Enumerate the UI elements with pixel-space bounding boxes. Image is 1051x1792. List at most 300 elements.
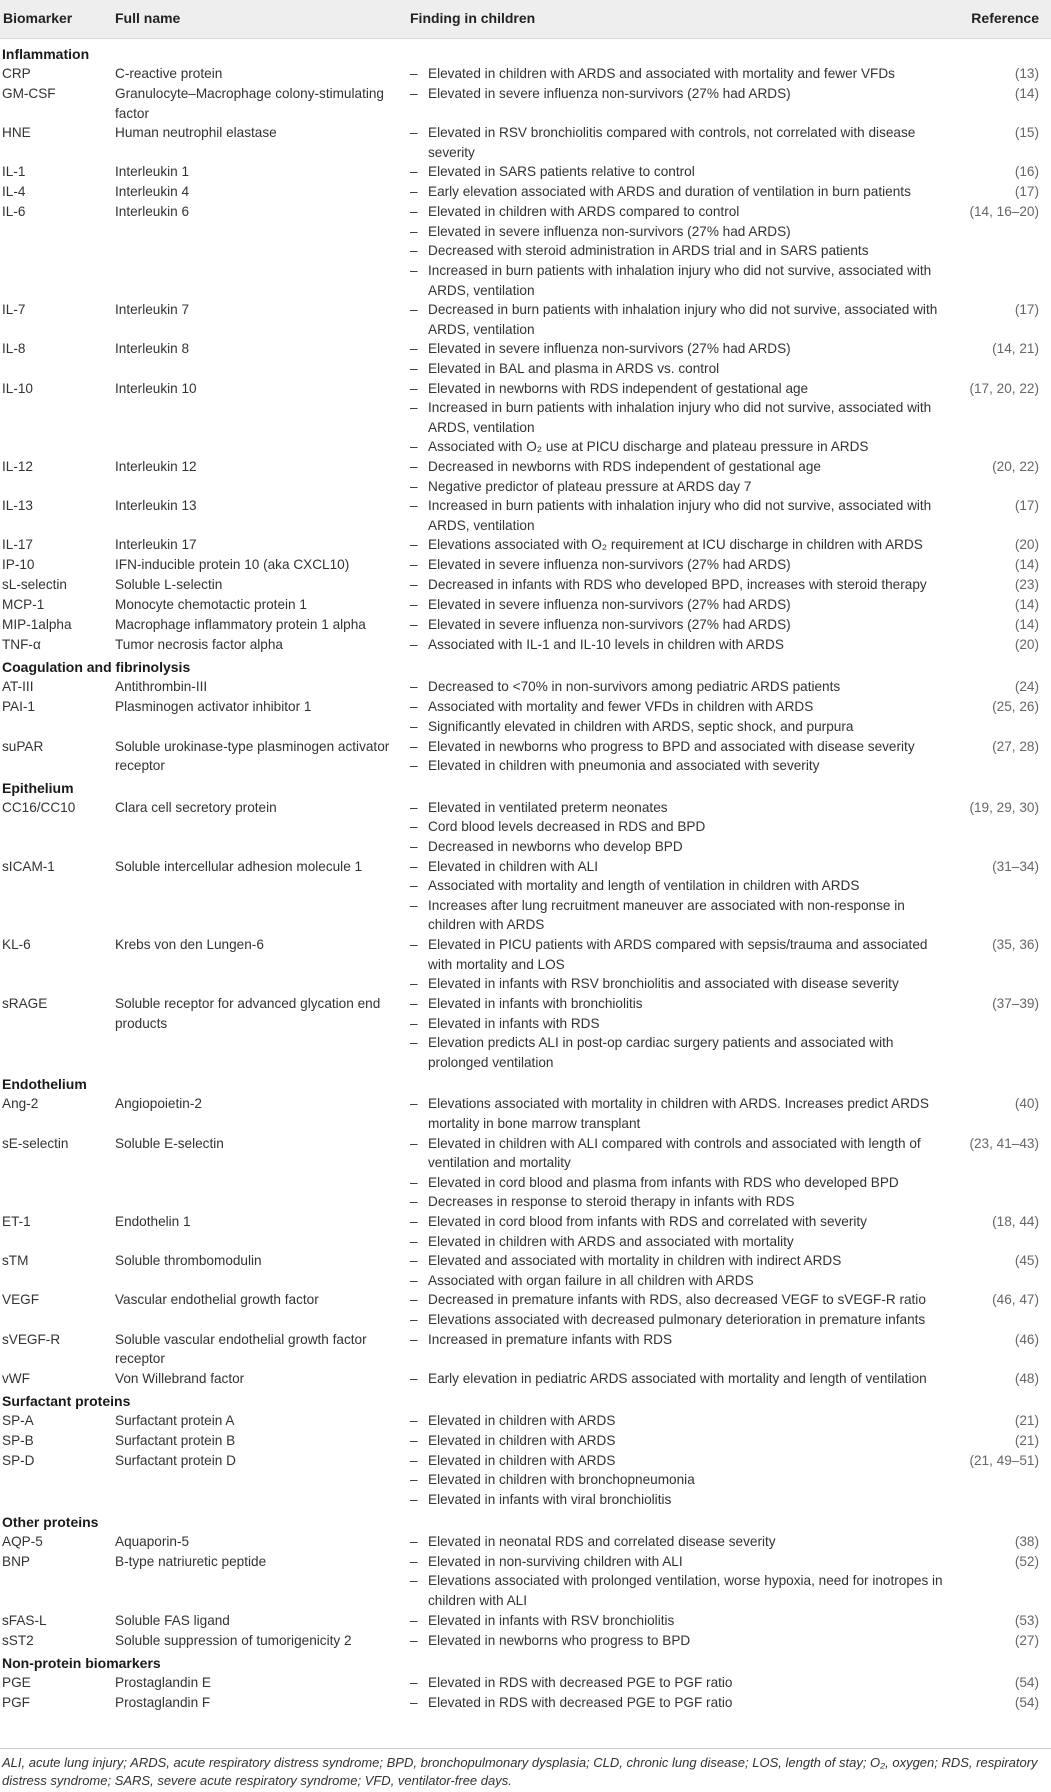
finding-item [410, 398, 955, 437]
table-footnote: ALI, acute lung injury; ARDS, acute respiratory distress syndrome; BPD, bronchopulmonary dysplasia; CLD, chronic lung disease; LOS, length of stay; O₂, oxygen; RDS, respiratory distress syndrome; SARS, severe acute respiratory syndrome; VFD, ventilator-free days. [2, 1755, 1038, 1788]
finding-text: Elevated in children with ARDS and associated with mortality [428, 1233, 794, 1249]
biomarker-cell: BNP [2, 1553, 30, 1569]
full-name-cell: Interleukin 7 [115, 302, 190, 318]
reference-cell: (17) [1014, 498, 1039, 514]
table-row [0, 1094, 1051, 1133]
reference-cell: (21) [1014, 1412, 1039, 1428]
dash-marker: – [410, 758, 418, 774]
full-name-cell: Endothelin 1 [115, 1214, 191, 1229]
finding-item [410, 457, 955, 477]
reference-cell: (20, 22) [992, 458, 1039, 474]
finding-cell [410, 84, 955, 104]
dash-marker: – [410, 1370, 418, 1386]
finding-cell [410, 202, 955, 300]
biomarker-cell: CC16/CC10 [2, 799, 76, 815]
reference-cell: (23, 41–43) [969, 1135, 1039, 1151]
biomarker-cell: MIP-1alpha [2, 617, 72, 633]
finding-text: Elevated in newborns who progress to BPD and associated with disease severity [428, 738, 915, 754]
finding-item [410, 123, 955, 162]
finding-text: Elevated in PICU patients with ARDS compared with sepsis/trauma and associated with mortality and LOS [428, 937, 928, 972]
dash-marker: – [410, 1472, 418, 1488]
reference-cell: (14) [1014, 557, 1039, 573]
finding-text: Early elevation associated with ARDS and duration of ventilation in burn patients [428, 184, 911, 200]
full-name-cell: Surfactant protein A [115, 1412, 235, 1428]
full-name-cell: Interleukin 10 [115, 380, 197, 396]
dash-marker: – [410, 1292, 418, 1308]
biomarker-cell: CRP [2, 66, 31, 81]
finding-item [410, 1490, 955, 1510]
table-row [0, 798, 1051, 857]
finding-item [410, 379, 955, 399]
finding-cell [410, 935, 955, 994]
header-biomarker: Biomarker [3, 10, 73, 26]
table-body [0, 42, 1051, 1713]
table-row [0, 1411, 1051, 1431]
finding-item [410, 1631, 955, 1651]
finding-item [410, 1330, 955, 1350]
finding-cell [410, 1411, 955, 1431]
table-row [0, 737, 1051, 776]
finding-text: Elevated in cord blood from infants with RDS and correlated with severity [428, 1214, 867, 1229]
biomarker-cell: SP-B [2, 1432, 34, 1448]
dash-marker: – [410, 1573, 418, 1589]
finding-item [410, 64, 955, 84]
reference-cell: (27) [1014, 1632, 1039, 1648]
section-title: Epithelium [2, 779, 74, 796]
dash-marker: – [410, 1412, 418, 1428]
table-row [0, 123, 1051, 162]
finding-item [410, 477, 955, 497]
finding-text: Decreases in response to steroid therapy in infants with RDS [428, 1194, 795, 1210]
finding-item [410, 339, 955, 359]
finding-cell [410, 1134, 955, 1212]
table-header [0, 0, 1051, 39]
reference-cell: (14) [1014, 617, 1039, 633]
full-name-cell: Granulocyte–Macrophage colony-stimulating factor [115, 86, 384, 121]
finding-text: Elevated in children with ARDS and associated with mortality and fewer VFDs [428, 66, 895, 81]
finding-item [410, 756, 955, 776]
finding-item [410, 1232, 955, 1252]
biomarker-cell: AQP-5 [2, 1533, 43, 1549]
finding-text: Elevated in RSV bronchiolitis compared with controls, not correlated with disease severity [428, 125, 916, 160]
reference-cell: (15) [1014, 125, 1039, 140]
biomarker-cell: IL-13 [2, 498, 33, 514]
dash-marker: – [410, 617, 418, 633]
table-row [0, 1552, 1051, 1611]
dash-marker: – [410, 478, 418, 494]
reference-cell: (20) [1014, 637, 1039, 653]
full-name-cell: Soluble intercellular adhesion molecule 1 [115, 858, 363, 874]
finding-text: Increased in premature infants with RDS [428, 1331, 673, 1347]
table-row [0, 535, 1051, 555]
dash-marker: – [410, 577, 418, 593]
table-row [0, 84, 1051, 123]
biomarker-cell: Ang-2 [2, 1096, 39, 1112]
dash-marker: – [410, 1632, 418, 1648]
reference-cell: (31–34) [992, 858, 1039, 874]
biomarker-cell: vWF [2, 1370, 30, 1386]
full-name-cell: Krebs von den Lungen-6 [115, 937, 264, 953]
finding-text: Elevated and associated with mortality in children with indirect ARDS [428, 1253, 842, 1269]
finding-item [410, 1310, 955, 1330]
reference-cell: (19, 29, 30) [969, 799, 1039, 815]
full-name-cell: Soluble suppression of tumorigenicity 2 [115, 1632, 352, 1648]
reference-cell: (46, 47) [992, 1292, 1039, 1308]
finding-item [410, 162, 955, 182]
reference-cell: (52) [1014, 1553, 1039, 1569]
biomarker-cell: GM-CSF [2, 86, 56, 101]
reference-cell: (14, 21) [992, 341, 1039, 357]
table-row [0, 1290, 1051, 1329]
finding-cell [410, 994, 955, 1072]
table-row [0, 162, 1051, 182]
reference-cell: (24) [1014, 679, 1039, 695]
full-name-cell: Tumor necrosis factor alpha [115, 637, 283, 653]
finding-item [410, 1470, 955, 1490]
finding-cell [410, 595, 955, 615]
full-name-cell: Soluble receptor for advanced glycation end products [115, 996, 381, 1031]
finding-item [410, 1673, 955, 1693]
reference-cell: (48) [1014, 1370, 1039, 1386]
finding-text: Decreased in newborns who develop BPD [428, 838, 683, 854]
finding-text: Increased in burn patients with inhalation injury who did not survive, associated with ARDS, ventilation [428, 498, 932, 533]
finding-text: Elevated in neonatal RDS and correlated disease severity [428, 1533, 776, 1549]
dash-marker: – [410, 597, 418, 613]
table-row [0, 64, 1051, 84]
finding-cell [410, 677, 955, 697]
dash-marker: – [410, 1452, 418, 1468]
finding-cell [410, 737, 955, 776]
dash-marker: – [410, 557, 418, 573]
finding-item [410, 737, 955, 757]
dash-marker: – [410, 380, 418, 396]
biomarker-cell: MCP-1 [2, 597, 45, 613]
finding-text: Elevated in newborns with RDS independent of gestational age [428, 380, 809, 396]
finding-item [410, 1014, 955, 1034]
table-row [0, 1532, 1051, 1552]
biomarker-cell: sRAGE [2, 996, 48, 1012]
finding-item [410, 300, 955, 339]
finding-item [410, 935, 955, 974]
finding-item [410, 1212, 955, 1232]
biomarker-cell: IL-4 [2, 184, 26, 200]
reference-cell: (54) [1014, 1694, 1039, 1710]
finding-text: Decreased to <70% in non-survivors among pediatric ARDS patients [428, 679, 841, 695]
reference-cell: (18, 44) [992, 1214, 1039, 1229]
biomarker-cell: PGF [2, 1694, 30, 1710]
finding-item [410, 1532, 955, 1552]
table-row [0, 300, 1051, 339]
finding-text: Elevated in severe influenza non-survivors (27% had ARDS) [428, 223, 791, 239]
finding-item [410, 876, 955, 896]
finding-cell [410, 1693, 955, 1713]
finding-cell [410, 496, 955, 535]
dash-marker: – [410, 1272, 418, 1288]
section-title: Other proteins [2, 1513, 99, 1530]
table-row [0, 1251, 1051, 1290]
dash-marker: – [410, 1015, 418, 1031]
dash-marker: – [410, 262, 418, 278]
finding-text: Elevated in children with ALI compared with controls and associated with length of ventilation and mortality [428, 1135, 921, 1171]
biomarker-cell: IL-17 [2, 537, 33, 553]
finding-text: Elevated in RDS with decreased PGE to PGF ratio [428, 1694, 733, 1710]
table-row [0, 1673, 1051, 1693]
table-row [0, 555, 1051, 575]
full-name-cell: Clara cell secretory protein [115, 799, 277, 815]
finding-item [410, 182, 955, 202]
finding-item [410, 1251, 955, 1271]
dash-marker: – [410, 878, 418, 894]
finding-cell [410, 798, 955, 857]
finding-cell [410, 575, 955, 595]
finding-text: Negative predictor of plateau pressure at ARDS day 7 [428, 478, 752, 494]
finding-item [410, 241, 955, 261]
finding-text: Elevated in RDS with decreased PGE to PGF ratio [428, 1674, 733, 1690]
full-name-cell: Prostaglandin E [115, 1674, 211, 1690]
finding-cell [410, 64, 955, 84]
biomarker-cell: sFAS-L [2, 1612, 47, 1628]
finding-item [410, 697, 955, 717]
reference-cell: (25, 26) [992, 699, 1039, 715]
dash-marker: – [410, 1311, 418, 1327]
finding-cell [410, 1330, 955, 1350]
reference-cell: (20) [1014, 537, 1039, 553]
finding-item [410, 1411, 955, 1431]
dash-marker: – [410, 1533, 418, 1549]
finding-cell [410, 457, 955, 496]
reference-cell: (16) [1014, 164, 1039, 180]
table-row [0, 339, 1051, 378]
finding-item [410, 1451, 955, 1471]
reference-cell: (21) [1014, 1432, 1039, 1448]
table-row [0, 496, 1051, 535]
full-name-cell: Interleukin 17 [115, 537, 197, 553]
dash-marker: – [410, 1135, 418, 1151]
biomarker-cell: IP-10 [2, 557, 35, 573]
dash-marker: – [410, 341, 418, 357]
finding-cell [410, 1673, 955, 1693]
finding-item [410, 535, 955, 555]
finding-text: Associated with mortality and fewer VFDs in children with ARDS [428, 699, 814, 715]
dash-marker: – [410, 897, 418, 913]
dash-marker: – [410, 184, 418, 200]
full-name-cell: Interleukin 8 [115, 341, 190, 357]
finding-item [410, 1271, 955, 1291]
finding-text: Elevations associated with mortality in children with ARDS. Increases predict ARDS mortality in bone marrow transplant [428, 1096, 929, 1132]
finding-text: Cord blood levels decreased in RDS and BPD [428, 819, 706, 835]
finding-item [410, 222, 955, 242]
finding-text: Decreased in infants with RDS who developed BPD, increases with steroid therapy [428, 577, 927, 593]
dash-marker: – [410, 996, 418, 1012]
dash-marker: – [410, 976, 418, 992]
reference-cell: (14, 16–20) [969, 204, 1039, 220]
finding-text: Significantly elevated in children with ARDS, septic shock, and purpura [428, 718, 854, 734]
finding-item [410, 1094, 955, 1133]
full-name-cell: Antithrombin-III [115, 679, 208, 695]
finding-cell [410, 1611, 955, 1631]
finding-cell [410, 123, 955, 162]
biomarker-cell: IL-6 [2, 204, 26, 220]
finding-cell [410, 300, 955, 339]
dash-marker: – [410, 799, 418, 815]
finding-item [410, 635, 955, 655]
finding-cell [410, 555, 955, 575]
finding-text: Associated with IL-1 and IL-10 levels in children with ARDS [428, 637, 784, 653]
dash-marker: – [410, 86, 418, 101]
section-title: Inflammation [2, 46, 90, 62]
finding-text: Elevated in cord blood and plasma from infants with RDS who developed BPD [428, 1174, 899, 1190]
reference-cell: (13) [1014, 66, 1039, 81]
finding-text: Elevated in severe influenza non-survivors (27% had ARDS) [428, 597, 791, 613]
biomarker-cell: sICAM-1 [2, 858, 55, 874]
finding-item [410, 857, 955, 877]
table-row [0, 677, 1051, 697]
dash-marker: – [410, 738, 418, 754]
reference-cell: (21, 49–51) [969, 1452, 1039, 1468]
finding-cell [410, 535, 955, 555]
finding-cell [410, 697, 955, 736]
dash-marker: – [410, 819, 418, 835]
finding-cell [410, 1251, 955, 1290]
finding-item [410, 1173, 955, 1193]
biomarker-cell: IL-7 [2, 302, 26, 318]
full-name-cell: Soluble vascular endothelial growth factor receptor [115, 1331, 367, 1367]
biomarker-cell: VEGF [2, 1292, 40, 1308]
full-name-cell: Interleukin 1 [115, 164, 190, 180]
section-title: Endothelium [2, 1076, 87, 1093]
finding-text: Elevated in SARS patients relative to control [428, 164, 695, 180]
table-row [0, 457, 1051, 496]
finding-text: Elevations associated with O₂ requirement at ICU discharge in children with ARDS [428, 537, 923, 553]
finding-text: Elevated in non-surviving children with ALI [428, 1553, 683, 1569]
finding-item [410, 595, 955, 615]
biomarker-cell: SP-D [2, 1452, 35, 1468]
reference-cell: (46) [1014, 1331, 1039, 1347]
full-name-cell: Monocyte chemotactic protein 1 [115, 597, 307, 613]
full-name-cell: Angiopoietin-2 [115, 1096, 202, 1112]
table-row [0, 1134, 1051, 1212]
finding-cell [410, 339, 955, 378]
finding-text: Elevated in severe influenza non-survivors (27% had ARDS) [428, 341, 791, 357]
finding-text: Decreased in burn patients with inhalation injury who did not survive, associated with ARDS, ventilation [428, 302, 938, 337]
full-name-cell: Interleukin 4 [115, 184, 190, 200]
finding-text: Elevated in severe influenza non-survivors (27% had ARDS) [428, 86, 791, 101]
dash-marker: – [410, 699, 418, 715]
dash-marker: – [410, 204, 418, 220]
full-name-cell: Soluble thrombomodulin [115, 1253, 262, 1269]
finding-text: Elevated in newborns who progress to BPD [428, 1632, 691, 1648]
finding-text: Elevated in severe influenza non-survivors (27% had ARDS) [428, 617, 791, 633]
dash-marker: – [410, 858, 418, 874]
finding-text: Elevated in severe influenza non-survivors (27% had ARDS) [428, 557, 791, 573]
biomarker-cell: sL-selectin [2, 577, 67, 593]
reference-cell: (17) [1014, 302, 1039, 318]
dash-marker: – [410, 1096, 418, 1112]
finding-text: Elevated in children with pneumonia and associated with severity [428, 758, 820, 774]
table-row [0, 994, 1051, 1072]
finding-cell [410, 1369, 955, 1389]
section-title: Coagulation and fibrinolysis [2, 659, 191, 676]
dash-marker: – [410, 1174, 418, 1190]
biomarker-cell: SP-A [2, 1412, 34, 1428]
biomarker-cell: PAI-1 [2, 699, 35, 715]
dash-marker: – [410, 537, 418, 553]
dash-marker: – [410, 679, 418, 695]
full-name-cell: Interleukin 12 [115, 458, 197, 474]
finding-item [410, 974, 955, 994]
biomarker-cell: ET-1 [2, 1214, 31, 1229]
finding-cell [410, 1532, 955, 1552]
biomarker-cell: IL-8 [2, 341, 26, 357]
finding-text: Decreased in premature infants with RDS, also decreased VEGF to sVEGF-R ratio [428, 1292, 926, 1308]
dash-marker: – [410, 1694, 418, 1710]
table-row [0, 379, 1051, 457]
dash-marker: – [410, 400, 418, 416]
dash-marker: – [410, 1233, 418, 1249]
finding-text: Elevated in ventilated preterm neonates [428, 799, 668, 815]
reference-cell: (53) [1014, 1612, 1039, 1628]
finding-item [410, 1693, 955, 1713]
finding-text: Elevations associated with prolonged ventilation, worse hypoxia, need for inotropes in children with ALI [428, 1573, 943, 1608]
full-name-cell: Von Willebrand factor [115, 1370, 245, 1386]
finding-text: Elevated in infants with RSV bronchiolitis and associated with disease severity [428, 976, 899, 992]
dash-marker: – [410, 718, 418, 734]
finding-text: Elevated in BAL and plasma in ARDS vs. control [428, 360, 720, 376]
biomarker-cell: HNE [2, 125, 31, 140]
header-full-name: Full name [115, 10, 181, 26]
biomarker-cell: suPAR [2, 738, 44, 754]
biomarker-cell: sVEGF-R [2, 1331, 61, 1347]
full-name-cell: Vascular endothelial growth factor [115, 1292, 319, 1308]
full-name-cell: Prostaglandin F [115, 1694, 211, 1710]
header-reference: Reference [971, 10, 1039, 26]
reference-cell: (14) [1014, 597, 1039, 613]
dash-marker: – [410, 1553, 418, 1569]
table-row [0, 1431, 1051, 1451]
biomarker-cell: KL-6 [2, 937, 31, 953]
finding-text: Elevated in infants with RSV bronchiolitis [428, 1612, 675, 1628]
table-row [0, 1330, 1051, 1369]
reference-cell: (23) [1014, 577, 1039, 593]
dash-marker: – [410, 66, 418, 81]
finding-item [410, 1369, 955, 1389]
full-name-cell: B-type natriuretic peptide [115, 1553, 267, 1569]
dash-marker: – [410, 1331, 418, 1347]
finding-text: Elevated in children with ARDS [428, 1452, 616, 1468]
table-row [0, 615, 1051, 635]
dash-marker: – [410, 360, 418, 376]
biomarker-cell: AT-III [2, 679, 34, 695]
finding-text: Increased in burn patients with inhalation injury who did not survive, associated with ARDS, ventilation [428, 400, 932, 435]
reference-cell: (17) [1014, 184, 1039, 200]
reference-cell: (54) [1014, 1674, 1039, 1690]
table-row [0, 182, 1051, 202]
finding-item [410, 1552, 955, 1572]
dash-marker: – [410, 1674, 418, 1690]
finding-cell [410, 857, 955, 935]
table-row [0, 1212, 1051, 1251]
biomarker-cell: TNF-α [2, 637, 41, 653]
finding-cell [410, 1552, 955, 1611]
biomarker-cell: IL-1 [2, 164, 26, 180]
biomarker-cell: sST2 [2, 1632, 34, 1648]
finding-text: Elevated in infants with bronchiolitis [428, 996, 643, 1012]
full-name-cell: Aquaporin-5 [115, 1533, 190, 1549]
reference-cell: (40) [1014, 1096, 1039, 1112]
dash-marker: – [410, 125, 418, 140]
finding-text: Elevated in children with ARDS [428, 1432, 616, 1448]
finding-cell [410, 182, 955, 202]
